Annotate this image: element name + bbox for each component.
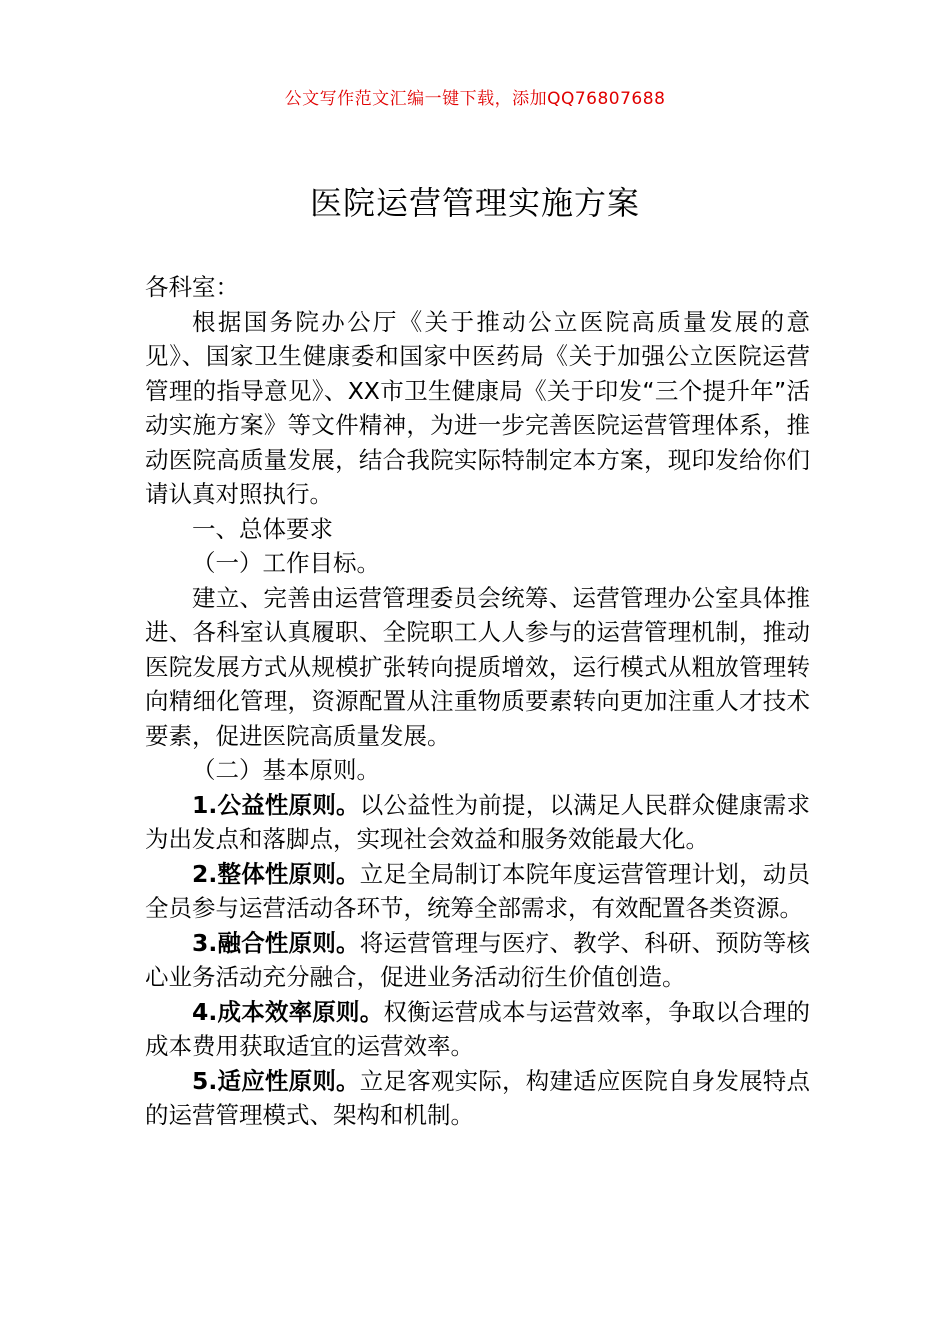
principle-1 bbox=[145, 788, 810, 857]
subsection-heading-2: （二）基本原则。 bbox=[192, 756, 380, 784]
principle-label: 1.公益性原则。 bbox=[192, 790, 360, 819]
section-heading-1: 一、总体要求 bbox=[192, 514, 333, 543]
subsection-heading-1: （一）工作目标。 bbox=[192, 549, 380, 577]
document-title: 医院运营管理实施方案 bbox=[309, 184, 640, 222]
intro-paragraph: 根据国务院办公厅《关于推动公立医院高质量发展的意见》、国家卫生健康委和国家中医药局《关于加强公立医院运营管理的指导意见》、XX市卫生健康局《关于印发“三个提升年”活动实施方案》等文件精神，为进一步完善医院运营管理体系，推动医院高质量发展，结合我院实际特制定本方案，现印发给你们请认真对照执行。 bbox=[145, 307, 810, 508]
principle-label: 3.融合性原则。 bbox=[192, 928, 360, 957]
principle-4 bbox=[145, 995, 810, 1064]
principle-label: 4.成本效率原则。 bbox=[192, 997, 384, 1026]
principle-text: 将运营管理与医疗、教学、科研、预防等核心业务活动充分融合，促进业务活动衍生价值创造。 bbox=[145, 928, 811, 991]
salutation: 各科室： bbox=[145, 273, 239, 301]
principle-label: 5.适应性原则。 bbox=[192, 1066, 360, 1095]
principle-text: 权衡运营成本与运营效率，争取以合理的成本费用获取适宜的运营效率。 bbox=[145, 997, 811, 1060]
download-banner: 公文写作范文汇编一键下载，添加QQ76807688 bbox=[284, 89, 666, 109]
document-body bbox=[145, 270, 810, 1133]
principle-5 bbox=[145, 1064, 810, 1133]
principle-label: 2.整体性原则。 bbox=[192, 859, 360, 888]
goal-paragraph: 建立、完善由运营管理委员会统筹、运营管理办公室具体推进、各科室认真履职、全院职工人人参与的运营管理机制，推动医院发展方式从规模扩张转向提质增效，运行模式从粗放管理转向精细化管理，资源配置从注重物质要素转向更加注重人才技术要素，促进医院高质量发展。 bbox=[145, 583, 810, 750]
principle-text: 以公益性为前提，以满足人民群众健康需求为出发点和落脚点，实现社会效益和服务效能最大化。 bbox=[145, 790, 811, 853]
principle-text: 立足客观实际，构建适应医院自身发展特点的运营管理模式、架构和机制。 bbox=[145, 1066, 811, 1129]
principle-3 bbox=[145, 926, 810, 995]
principle-2 bbox=[145, 857, 810, 926]
principle-text: 立足全局制订本院年度运营管理计划，动员全员参与运营活动各环节，统筹全部需求，有效配置各类资源。 bbox=[145, 859, 811, 922]
